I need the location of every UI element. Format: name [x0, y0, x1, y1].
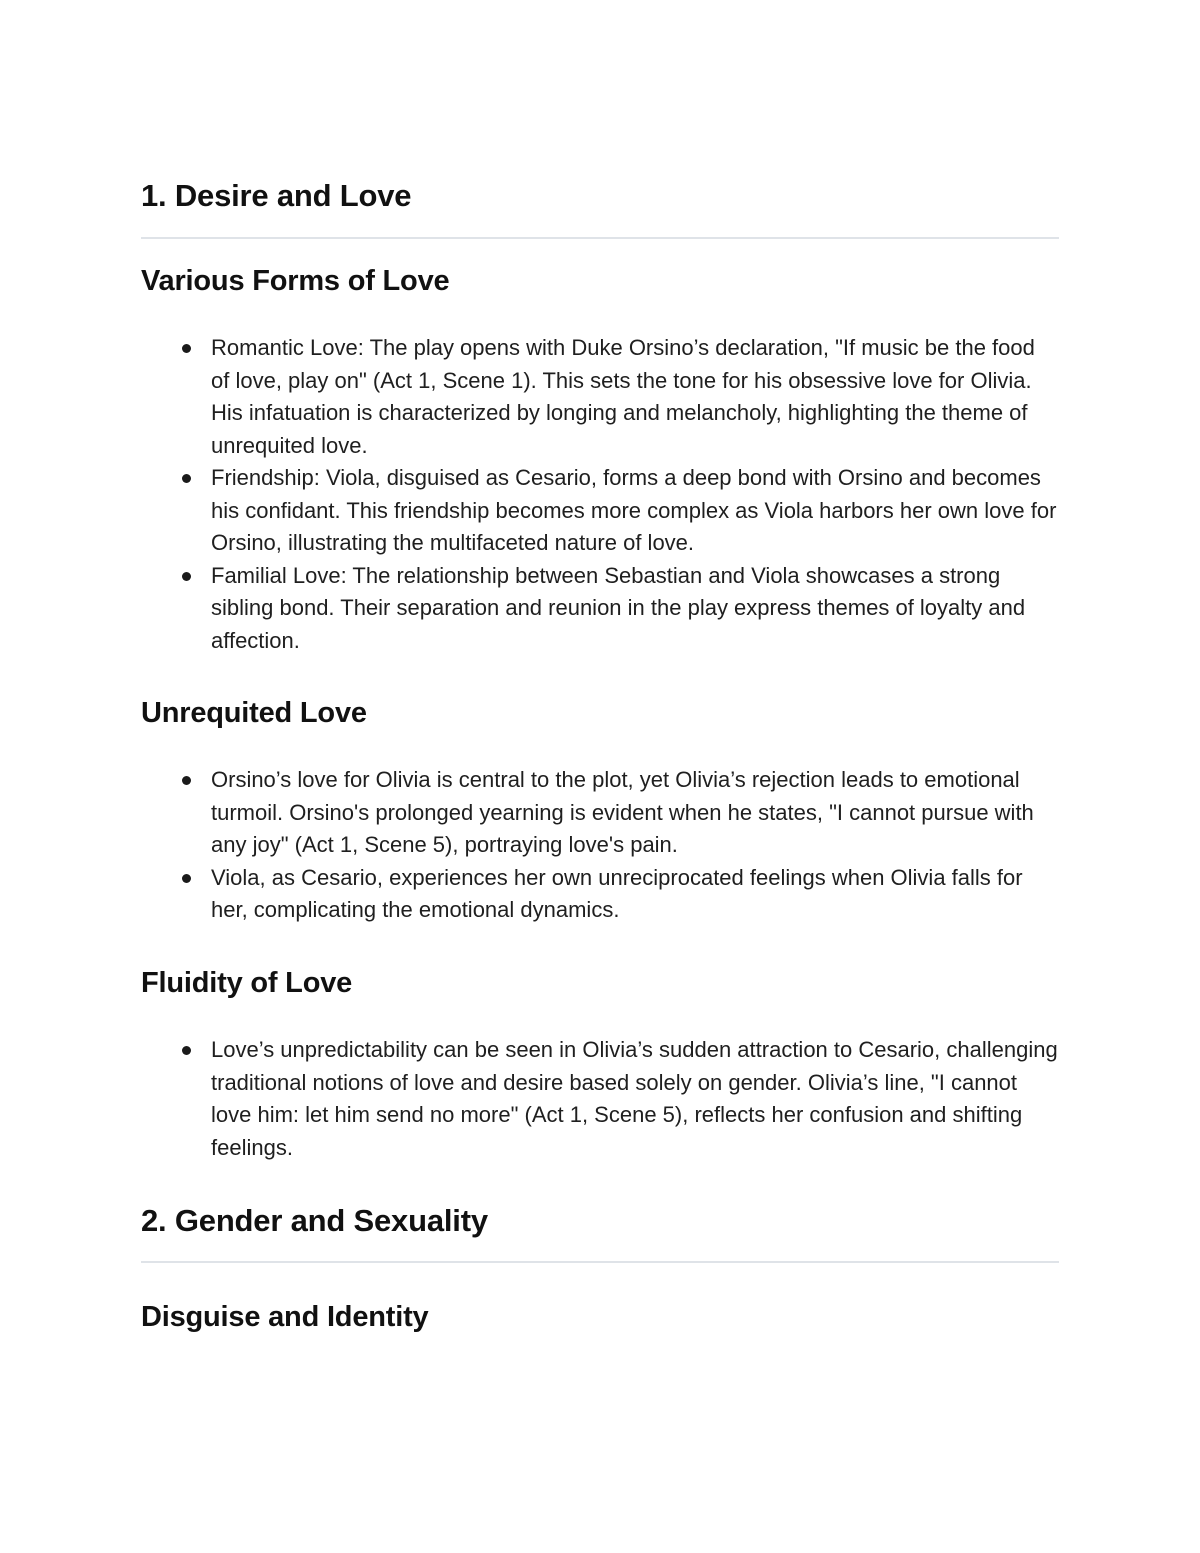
list-item: Romantic Love: The play opens with Duke Orsino’s declaration, "If music be the food of love, play on" (Act 1, Scene 1). This sets the tone for his obsessive love for Olivia. His infatuation is characterized by longing and melancholy, highlighting the theme of unrequited love. — [211, 332, 1059, 462]
bullet-list-unrequited-love — [141, 764, 1059, 927]
list-item: Familial Love: The relationship between Sebastian and Viola showcases a strong sibling bond. Their separation and reunion in the play express themes of loyalty and affection. — [211, 560, 1059, 658]
bullet-list-various-forms — [141, 332, 1059, 657]
section-heading-gender-and-sexuality: 2. Gender and Sexuality — [141, 1203, 488, 1238]
bullet-list-fluidity-of-love — [141, 1034, 1059, 1164]
bullet-icon — [182, 344, 191, 353]
list-item: Friendship: Viola, disguised as Cesario, forms a deep bond with Orsino and becomes his confidant. This friendship becomes more complex as Viola harbors her own love for Orsino, illustrating the multifaceted nature of love. — [211, 462, 1059, 560]
subsection-heading-various-forms-of-love: Various Forms of Love — [141, 265, 450, 297]
bullet-icon — [182, 1046, 191, 1055]
section-divider — [141, 237, 1059, 239]
section-divider — [141, 1261, 1059, 1263]
list-item: Orsino’s love for Olivia is central to the plot, yet Olivia’s rejection leads to emotional turmoil. Orsino's prolonged yearning is evident when he states, "I cannot pursue with any joy" (Act 1, Scene 5), portraying love's pain. — [211, 764, 1059, 862]
subsection-heading-disguise-and-identity: Disguise and Identity — [141, 1301, 429, 1333]
section-heading-desire-and-love: 1. Desire and Love — [141, 178, 412, 213]
subsection-heading-unrequited-love: Unrequited Love — [141, 697, 367, 729]
list-item: Love’s unpredictability can be seen in Olivia’s sudden attraction to Cesario, challenging traditional notions of love and desire based solely on gender. Olivia’s line, "I cannot love him: let him send no more" (Act 1, Scene 5), reflects her confusion and shifting feelings. — [211, 1034, 1059, 1164]
bullet-icon — [182, 474, 191, 483]
bullet-icon — [182, 874, 191, 883]
list-item: Viola, as Cesario, experiences her own unreciprocated feelings when Olivia falls for her, complicating the emotional dynamics. — [211, 862, 1059, 927]
bullet-icon — [182, 776, 191, 785]
bullet-icon — [182, 572, 191, 581]
subsection-heading-fluidity-of-love: Fluidity of Love — [141, 967, 353, 999]
